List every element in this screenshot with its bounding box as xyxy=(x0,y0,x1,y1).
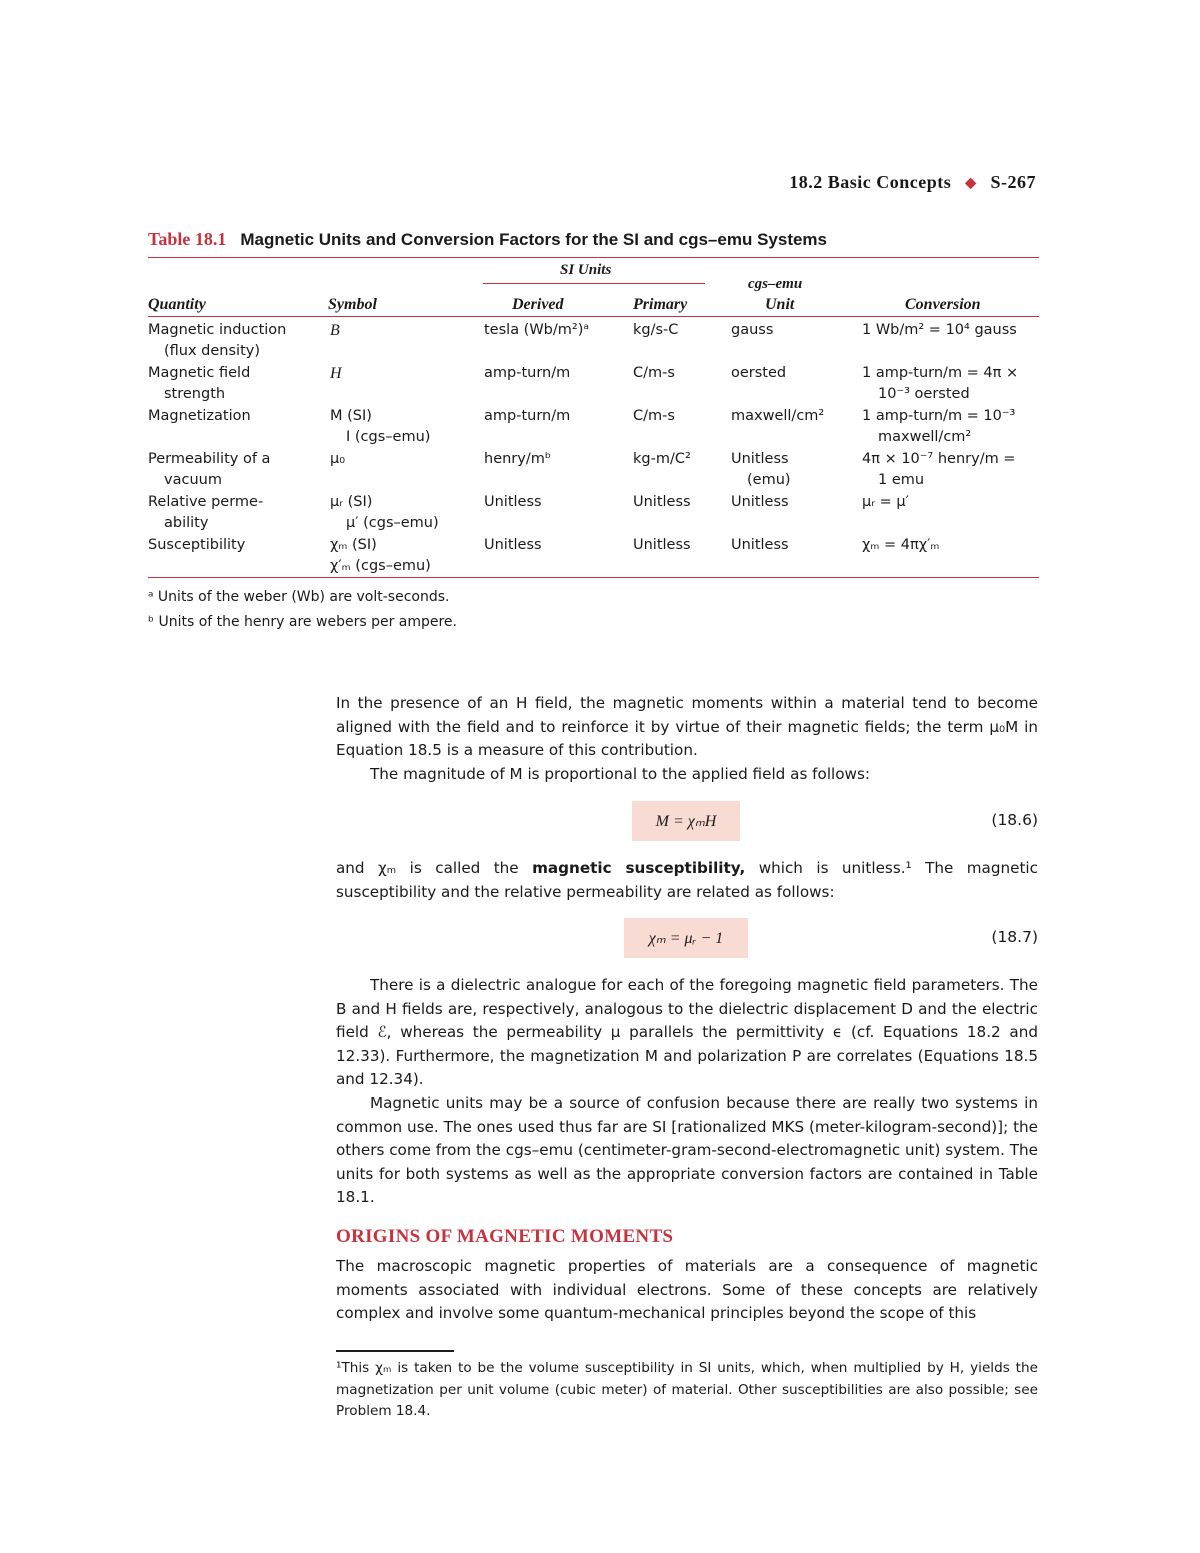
table-row-conversion: 1 Wb/m² = 10⁴ gauss xyxy=(862,322,1017,338)
table-row-derived: Unitless xyxy=(484,494,542,510)
table-row-unit: Unitless xyxy=(731,537,789,553)
table-row-conversion: χₘ = 4πχ′ₘ xyxy=(862,537,940,553)
equation-number: (18.6) xyxy=(991,811,1038,829)
table-row-symbol: μ₀ xyxy=(330,451,346,467)
body-paragraphs-1 xyxy=(336,692,1038,786)
table-row-conversion: μᵣ = μ′ xyxy=(862,494,909,510)
table-row-quantity: Permeability of a vacuum xyxy=(148,451,271,488)
paragraph: There is a dielectric analogue for each of the foregoing magnetic field parameters. The B and H fields are, respectively, analogous to the dielectric displacement D and the electric field ℰ, whereas the permeability μ parallels the permittivity ϵ (cf. Equations 18.2 and 12.33). Furthermore, the magnetization M and polarization P are correlates (Equations 18.5 and 12.34). xyxy=(336,976,1038,1089)
table-row-derived: Unitless xyxy=(484,537,542,553)
table-row-quantity: Relative perme- ability xyxy=(148,494,264,531)
si-group-rule xyxy=(483,283,705,284)
table-row-unit: maxwell/cm² xyxy=(731,408,825,424)
table-row-symbol: B xyxy=(330,322,340,339)
page-footnote: ¹This χₘ is taken to be the volume susceptibility in SI units, which, when multiplied by H, yields the magnetization per unit volume (cubic meter) of material. Other susceptibilities are also possible; see Problem 18.4. xyxy=(336,1360,1038,1419)
equation-box: M = χₘH xyxy=(632,801,740,841)
table-row-primary: C/m-s xyxy=(633,408,675,424)
table-row-derived: amp-turn/m xyxy=(484,365,571,381)
table-label: Table 18.1 xyxy=(148,229,227,249)
col-header-symbol: Symbol xyxy=(328,296,377,313)
table-row-conversion: 4π × 10⁻⁷ henry/m = 1 emu xyxy=(862,451,1016,488)
equation-number: (18.7) xyxy=(991,928,1038,946)
table-row-quantity: Susceptibility xyxy=(148,537,246,553)
table-row-conversion: 1 amp-turn/m = 10⁻³ maxwell/cm² xyxy=(862,408,1016,445)
table-row-unit: Unitless xyxy=(731,494,789,510)
table-footnote-a: ᵃ Units of the weber (Wb) are volt-seconds. xyxy=(148,589,450,605)
table-caption xyxy=(148,229,827,250)
si-units-group-header: SI Units xyxy=(560,262,612,278)
table-footnote-b: ᵇ Units of the henry are webers per ampere. xyxy=(148,614,457,630)
body-paragraphs-3 xyxy=(336,974,1038,1210)
table-header-rule xyxy=(148,316,1039,317)
col-header-unit: Unit xyxy=(765,296,795,313)
body-paragraph-2 xyxy=(336,857,1038,904)
table-row-unit: oersted xyxy=(731,365,787,381)
table-row-quantity: Magnetization xyxy=(148,408,251,424)
term-magnetic-susceptibility: magnetic susceptibility, xyxy=(532,859,746,877)
table-row-unit: gauss xyxy=(731,322,774,338)
paragraph: The magnitude of M is proportional to the applied field as follows: xyxy=(370,764,871,783)
table-row-symbol: M (SI) I (cgs–emu) xyxy=(330,408,431,445)
running-head xyxy=(789,172,1036,193)
table-row-symbol: H xyxy=(330,365,342,382)
footnote-rule xyxy=(336,1350,454,1352)
paragraph: and χₘ is called the magnetic susceptibility, which is unitless.¹ The magnetic susceptibility and the relative permeability are related as follows: xyxy=(336,859,1038,901)
bullet-icon: ◆ xyxy=(965,176,977,191)
table-row-primary: kg/s-C xyxy=(633,322,679,338)
table-bottom-rule xyxy=(148,577,1039,578)
table-row-derived: tesla (Wb/m²)ᵃ xyxy=(484,322,590,338)
col-header-primary: Primary xyxy=(633,296,688,313)
table-row-derived: amp-turn/m xyxy=(484,408,571,424)
section-heading: ORIGINS OF MAGNETIC MOMENTS xyxy=(336,1226,674,1247)
table-row-primary: C/m-s xyxy=(633,365,675,381)
table-row-symbol: χₘ (SI) χ′ₘ (cgs–emu) xyxy=(330,537,431,574)
table-title: Magnetic Units and Conversion Factors for the SI and cgs–emu Systems xyxy=(240,230,828,249)
col-header-quantity: Quantity xyxy=(148,296,206,313)
table-row-primary: kg-m/C² xyxy=(633,451,691,467)
col-header-conversion: Conversion xyxy=(905,296,981,313)
page-number: S-267 xyxy=(990,172,1036,192)
equation-box: χₘ = μᵣ − 1 xyxy=(624,918,748,958)
table-row-conversion: 1 amp-turn/m = 4π × 10⁻³ oersted xyxy=(862,365,1019,402)
body-paragraph-4 xyxy=(336,1255,1038,1326)
table-row-quantity: Magnetic field strength xyxy=(148,365,251,402)
table-row-primary: Unitless xyxy=(633,494,691,510)
paragraph: In the presence of an H field, the magnetic moments within a material tend to become aligned with the field and to reinforce it by virtue of their magnetic fields; the term μ₀M in Equation 18.5 is a measure of this contribution. xyxy=(336,694,1038,760)
table-row-unit: Unitless (emu) xyxy=(731,451,791,488)
paragraph: The macroscopic magnetic properties of materials are a consequence of magnetic moments associated with individual electrons. Some of these concepts are relatively complex and involve some quantum-mechanical principles beyond the scope of this xyxy=(336,1257,1038,1323)
table-row-primary: Unitless xyxy=(633,537,691,553)
table-top-rule xyxy=(148,257,1039,258)
table-row-quantity: Magnetic induction (flux density) xyxy=(148,322,287,359)
table-row-symbol: μᵣ (SI) μ′ (cgs–emu) xyxy=(330,494,439,531)
paragraph: Magnetic units may be a source of confusion because there are really two systems in common use. The ones used thus far are SI [rationalized MKS (meter-kilogram-second)]; the others come from the cgs–emu (centimeter-gram-second-electromagnetic unit) system. The units for both systems as well as the appropriate conversion factors are contained in Table 18.1. xyxy=(336,1093,1039,1207)
section-label: 18.2 Basic Concepts xyxy=(789,172,952,192)
table-row-derived: henry/mᵇ xyxy=(484,451,552,467)
col-header-derived: Derived xyxy=(512,296,564,313)
cgs-emu-group-header: cgs–emu xyxy=(748,276,803,292)
